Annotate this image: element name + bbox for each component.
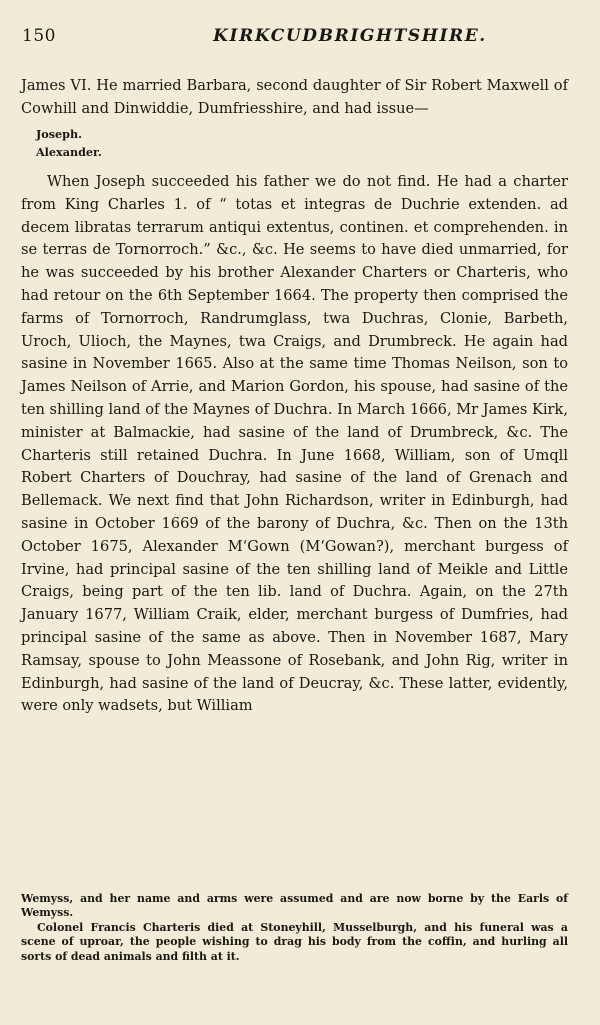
footnote-charteris: Colonel Francis Charteris died at Stoneyhill, Musselburgh, and his funeral was a scene of uproar, the people wishing to drag his body from the coffin, and hurling all sorts of dead animals and filth at it. xyxy=(21,920,568,963)
opening-paragraph: James VI. He married Barbara, second daughter of Sir Robert Maxwell of Cowhill and Dinwiddie, Dumfriesshire, and had issue— xyxy=(21,77,568,117)
footnotes xyxy=(21,892,568,964)
issue-name-joseph: Joseph. xyxy=(36,127,83,141)
issue-list xyxy=(36,125,568,161)
running-title: KIRKCUDBRIGHTSHIRE. xyxy=(213,26,487,46)
issue-name-alexander: Alexander. xyxy=(36,145,102,159)
main-paragraph: When Joseph succeeded his father we do not find. He had a charter from King Charles 1. of “ totas et integras de Duchrie extenden. ad decem libratas terrarum antiqui extentus, continen. et comprehenden. in se terras de Tornorroch.” &c., &c. He seems to have died unmarried, for he was succeeded by his brother Alexander Charters or Charteris, who had retour on the 6th September 1664. The property then comprised the farms of Tornorroch, Randrumglass, twa Duchras, Clonie, Barbeth, Uroch, Ulioch, the Maynes, twa Craigs, and Drumbreck. He again had sasine in November 1665. Also at the same time Thomas Neilson, son to James Neilson of Arrie, and Marion Gordon, his spouse, had sasine of the ten shilling land of the Maynes of Duchra. In March 1666, Mr James Kirk, minister at Balmackie, had sasine of the land of Drumbreck, &c. The Charteris still retained Duchra. In June 1668, William, son of Umqll Robert Charters of Douchray, had sasine of the land of Grenach and Bellemack. We next find that John Richardson, writer in Edinburgh, had sasine in October 1669 of the barony of Duchra, &c. Then on the 13th October 1675, Alexander M‘Gown (M‘Gowan?), merchant burgess of Irvine, had principal sasine of the ten shilling land of Meikle and Little Craigs, being part of the ten lib. land of Duchra. Again, on the 27th January 1677, William Craik, elder, merchant burgess of Dumfries, had principal sasine of the same as above. Then in November 1687, Mary Ramsay, spouse to John Meassone of Rosebank, and John Rig, writer in Edinburgh, had sasine of the land of Deucray, &c. These latter, evidently, were only wadsets, but William xyxy=(21,173,568,715)
page-body xyxy=(21,75,568,718)
page-number: 150 xyxy=(22,26,56,46)
footnote-continuation: Wemyss, and her name and arms were assumed and are now borne by the Earls of Wemyss. xyxy=(21,892,568,920)
